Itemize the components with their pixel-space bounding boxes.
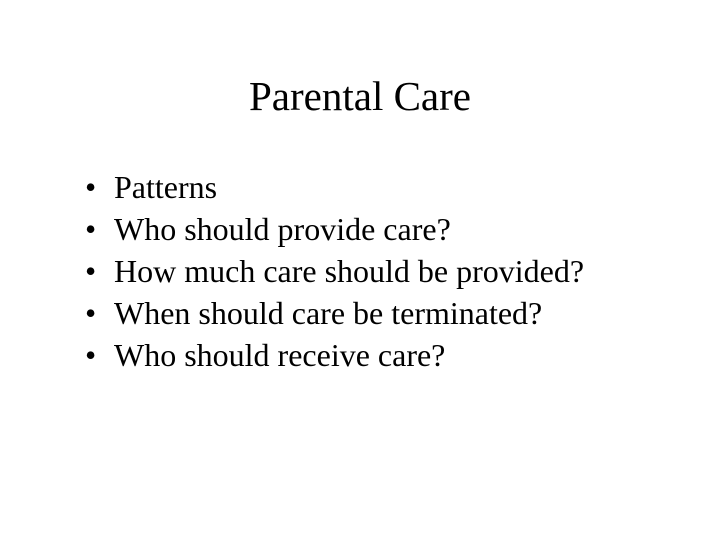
bullet-text: Who should receive care? (114, 337, 446, 373)
bullet-text: How much care should be provided? (114, 253, 585, 289)
bullet-item-how-much (85, 250, 584, 292)
bullet-dot: • (85, 169, 97, 205)
bullet-item-when-terminated (85, 292, 584, 334)
bullet-dot: • (85, 211, 97, 247)
bullet-dot: • (85, 295, 97, 331)
slide-title: Parental Care (249, 73, 471, 119)
bullet-text: Who should provide care? (114, 211, 451, 247)
bullet-item-patterns (85, 166, 584, 208)
bullet-list (85, 166, 584, 376)
bullet-text: When should care be terminated? (114, 295, 543, 331)
bullet-text: Patterns (114, 169, 218, 205)
bullet-dot: • (85, 253, 97, 289)
bullet-item-who-provides (85, 208, 584, 250)
bullet-dot: • (85, 337, 97, 373)
bullet-item-who-receives (85, 334, 584, 376)
